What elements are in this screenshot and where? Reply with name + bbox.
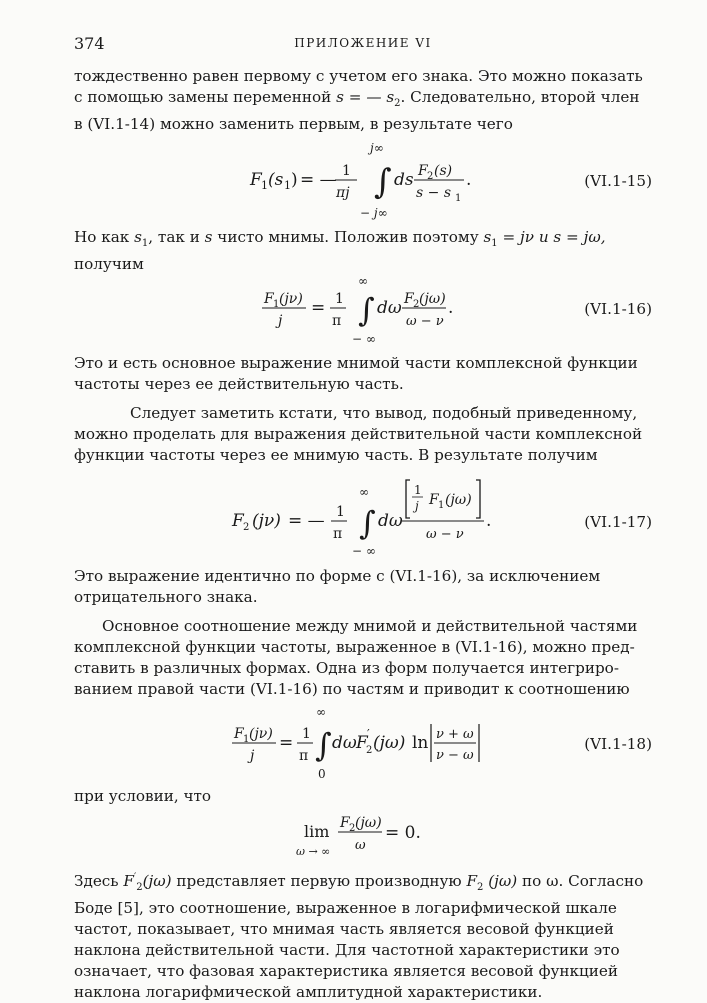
paragraph-6 xyxy=(74,616,652,700)
page-header xyxy=(74,28,652,58)
p7-text: при условии, что xyxy=(74,787,212,806)
equation-limit xyxy=(74,807,652,863)
p1-line3: в (VI.1-14) можно заменить первым, в результате чего xyxy=(74,115,513,134)
eq17-frac-num: 1 xyxy=(336,504,345,521)
eq15-lhs-arg-close: ) xyxy=(291,170,298,191)
p6-line2: комплексной функции частоты, выраженное в (VI.1-16), можно пред- xyxy=(74,638,635,657)
equation-vi-1-17 xyxy=(74,466,652,558)
eq17-formula xyxy=(74,466,634,558)
eqlim-num: F xyxy=(340,815,350,832)
eq17-integral: ∫ xyxy=(359,504,376,543)
paragraph-3 xyxy=(74,353,652,395)
eq17-den: ω − ν xyxy=(426,527,464,543)
eq16-den: ω − ν xyxy=(406,314,444,330)
eq18-lhs-num: F xyxy=(234,726,244,743)
eq17-lhs-sub: 2 xyxy=(243,522,250,534)
eq18-ln: ln xyxy=(412,733,429,754)
eq15-num-arg: (s) xyxy=(434,163,453,180)
eq17-inner-num: 1 xyxy=(414,483,422,498)
eq15-lhs-arg-open: (s xyxy=(268,170,284,191)
p5-line2: отрицательного знака. xyxy=(74,588,258,607)
eq16-lhs-num: F xyxy=(264,291,274,308)
page-number: 374 xyxy=(74,34,105,53)
eq17-bracket-right xyxy=(476,480,480,518)
eq15-den-sub: 1 xyxy=(455,193,462,205)
p5-line1: Это выражение идентично по форме с (VI.1-16), за исключением xyxy=(74,567,601,586)
eq18-F-arg: (jω) xyxy=(373,733,406,754)
p8-line2: Боде [5], это соотношение, выраженное в логарифмической шкале xyxy=(74,899,617,918)
p8-line3: частот, показывает, что мнимая часть является весовой функцией xyxy=(74,920,614,939)
eq18-lhs-den: j xyxy=(250,748,255,765)
eq17-inner-arg: (jω) xyxy=(445,492,472,509)
eq16-lower: − ∞ xyxy=(352,332,376,347)
p3-line2: частоты через ее действительную часть. xyxy=(74,375,404,394)
p2-s1-sub: 1 xyxy=(141,238,149,250)
eq18-eq: = xyxy=(279,733,294,754)
eq15-lower: − j∞ xyxy=(360,206,388,221)
eq18-upper: ∞ xyxy=(316,705,326,720)
p2-s1: s xyxy=(134,228,142,247)
eq17-dot: . xyxy=(486,511,492,532)
eq17-lhs: F xyxy=(232,511,244,532)
p6-line1: Основное соотношение между мнимой и действительной частями xyxy=(102,617,638,636)
eqlim-formula xyxy=(74,807,634,863)
eq15-num-sub: 2 xyxy=(427,171,434,183)
p2-line1d: = jν и s = jω, xyxy=(497,228,606,247)
eq18-F-sub: 2 xyxy=(366,745,373,757)
p2-line1a: Но как xyxy=(74,228,135,247)
eqlim-den: ω xyxy=(355,838,366,854)
eq15-num: F xyxy=(418,163,428,180)
eq17-inner-den: j xyxy=(415,499,419,514)
eq16-integral: ∫ xyxy=(358,291,375,330)
p1-line2-var: s = — s xyxy=(336,88,395,106)
paragraph-4 xyxy=(74,403,652,466)
eq18-integral: ∫ xyxy=(315,726,332,765)
eq18-lower: 0 xyxy=(318,767,326,782)
eq18-lhs-num-sub: 1 xyxy=(243,734,250,746)
eq16-formula xyxy=(74,275,634,347)
eq18-frac-num: 1 xyxy=(302,726,311,743)
eq18-F: F xyxy=(356,733,368,754)
equation-vi-1-16 xyxy=(74,275,652,347)
eq18-abs-den: ν − ω xyxy=(436,748,474,764)
eq16-frac-den: π xyxy=(332,313,342,330)
eq16-lhs-den: j xyxy=(278,313,283,330)
eq18-abs-num: ν + ω xyxy=(436,727,474,743)
p8-arg2: (jω) xyxy=(483,872,518,891)
eq15-number: (VI.1-15) xyxy=(584,172,652,191)
p2-s: s xyxy=(204,228,213,247)
p4-line2: можно проделать для выражения действительной части комплексной xyxy=(74,425,643,444)
eq15-formula xyxy=(74,135,634,223)
p3-line1: Это и есть основное выражение мнимой части комплексной функции xyxy=(74,354,638,373)
paragraph-8 xyxy=(74,867,652,1003)
p8-line1b: представляет первую производную xyxy=(171,872,467,891)
eq17-upper: ∞ xyxy=(359,485,369,500)
eq18-formula xyxy=(74,700,634,784)
eq17-eq: = — xyxy=(288,511,325,532)
p8-line6: наклона логарифмической амплитудной характеристики. xyxy=(74,983,543,1002)
eq16-num-arg: (jω) xyxy=(419,291,446,308)
eqlim-lim: lim xyxy=(304,822,330,842)
p1-line2b: . Следовательно, второй член xyxy=(400,88,640,106)
eq16-dot: . xyxy=(448,298,454,319)
eqlim-num-sub: 2 xyxy=(349,823,356,835)
eqlim-rhs: = 0. xyxy=(385,823,421,844)
eq17-lhs-arg: (jν) xyxy=(252,511,281,532)
eq15-frac-num: 1 xyxy=(342,163,351,180)
paragraph-1 xyxy=(74,66,652,135)
eq18-lhs-num-arg: (jν) xyxy=(249,726,273,743)
eq17-inner-F: F xyxy=(429,492,439,509)
p2-sub1: s xyxy=(483,228,492,247)
eq17-frac-den: π xyxy=(333,526,343,543)
eq16-upper: ∞ xyxy=(358,275,368,289)
p8-line1a: Здесь xyxy=(74,872,124,891)
eq16-number: (VI.1-16) xyxy=(584,300,652,319)
eq16-lhs-num-sub: 1 xyxy=(273,299,280,311)
eq16-eq: = xyxy=(311,298,326,319)
eq18-frac-den: π xyxy=(299,748,309,765)
eq15-eq: = — xyxy=(300,170,337,191)
eq16-num: F xyxy=(404,291,414,308)
eq15-lhs-sub: 1 xyxy=(261,179,268,193)
p4-line1: Следует заметить кстати, что вывод, подобный приведенному, xyxy=(130,404,638,423)
p8-line5: означает, что фазовая характеристика является весовой функцией xyxy=(74,962,619,981)
p4-line3: функции частоты через ее мнимую часть. В результате получим xyxy=(74,446,598,465)
eq16-lhs-num-arg: (jν) xyxy=(279,291,303,308)
p2-line2: получим xyxy=(74,255,144,274)
p8-F2-sub: 2 xyxy=(477,882,484,894)
eq15-integral: ∫ xyxy=(374,162,392,203)
eq15-upper: j∞ xyxy=(370,141,384,156)
p1-line2-sub: 2 xyxy=(394,98,401,110)
p8-prime: ′ xyxy=(133,872,137,884)
p8-F2: F xyxy=(466,872,477,891)
eq16-frac-num: 1 xyxy=(335,291,344,308)
p8-arg: (jω) xyxy=(142,872,172,891)
eq17-dw: dω xyxy=(378,511,403,532)
eq15-ds: ds xyxy=(394,170,414,191)
eq15-lhs: F xyxy=(250,170,262,191)
eq18-dw: dω xyxy=(332,733,357,754)
p2-line1b: , так и xyxy=(148,228,205,247)
eq18-number: (VI.1-18) xyxy=(584,735,652,754)
paragraph-7 xyxy=(74,786,652,807)
page xyxy=(74,28,652,1003)
eqlim-under: ω → ∞ xyxy=(296,845,331,859)
paragraph-5 xyxy=(74,566,652,608)
eqlim-num-arg: (jω) xyxy=(355,815,382,832)
p6-line3: ставить в различных формах. Одна из форм получается интегриро- xyxy=(74,659,619,678)
p2-sub1-sub: 1 xyxy=(491,238,498,250)
equation-vi-1-18 xyxy=(74,700,652,784)
paragraph-2 xyxy=(74,227,652,275)
eq15-dot: . xyxy=(466,170,472,191)
p8-line1c: по ω. Согласно xyxy=(517,872,644,891)
eq15-lhs-arg-sub: 1 xyxy=(284,179,291,193)
eq18-F-prime: ′ xyxy=(367,727,370,742)
p6-line4: ванием правой части (VI.1-16) по частям и приводит к соотношению xyxy=(74,680,630,699)
eq16-dw: dω xyxy=(377,298,402,319)
p1-line2a: с помощью замены переменной xyxy=(74,88,337,106)
running-title: ПРИЛОЖЕНИЕ VI xyxy=(294,36,432,50)
p8-F: F xyxy=(123,872,134,891)
p2-line1c: чисто мнимы. Положив поэтому xyxy=(212,228,484,247)
eq16-num-sub: 2 xyxy=(413,299,420,311)
eq15-frac-den: πj xyxy=(336,185,350,202)
eq17-inner-F-sub: 1 xyxy=(438,500,445,512)
p8-line4: наклона действительной части. Для частотной характеристики это xyxy=(74,941,620,960)
equation-vi-1-15 xyxy=(74,135,652,223)
eq17-number: (VI.1-17) xyxy=(584,513,652,532)
eq17-bracket-left xyxy=(406,480,410,518)
eq15-den: s − s xyxy=(416,185,451,202)
p1-line1: тождественно равен первому с учетом его знака. Это можно показать xyxy=(74,67,643,85)
eq17-lower: − ∞ xyxy=(352,544,376,559)
p8-F-sub: 2 xyxy=(136,882,143,894)
